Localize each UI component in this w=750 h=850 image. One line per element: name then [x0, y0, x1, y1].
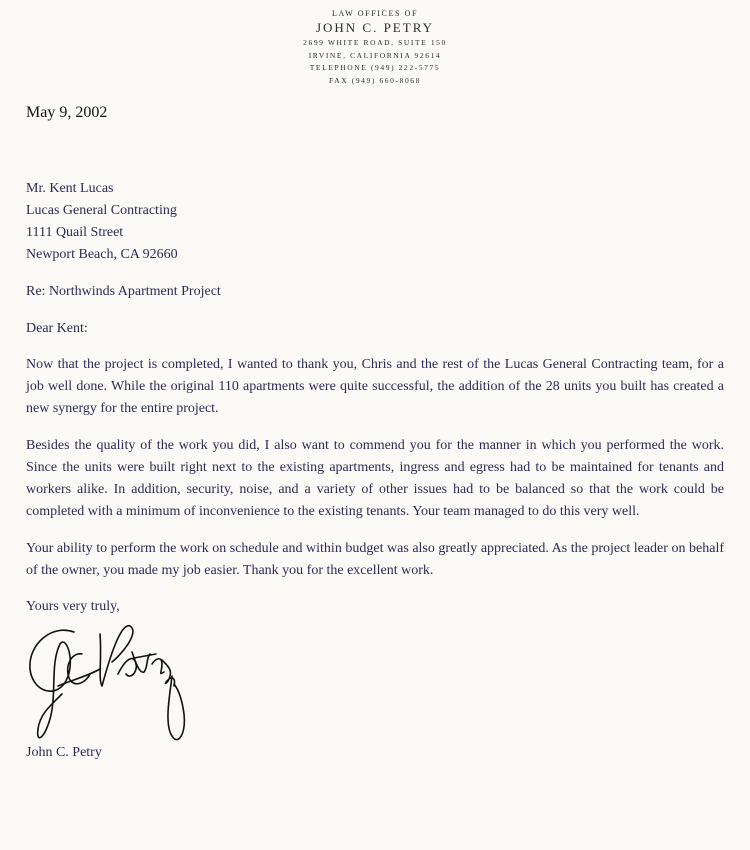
recipient-name: Mr. Kent Lucas: [26, 181, 114, 196]
letterhead-telephone: TELEPHONE (949) 222-5775: [309, 63, 441, 72]
letterhead-street: 2699 WHITE ROAD, SUITE 150: [303, 38, 447, 47]
letterhead-fax: FAX (949) 660-8068: [329, 75, 421, 85]
letterhead-office: LAW OFFICES OF: [331, 9, 419, 18]
closing: Yours very truly,: [26, 599, 120, 614]
recipient-city: Newport Beach, CA 92660: [26, 247, 178, 262]
recipient-company: Lucas General Contracting: [26, 203, 177, 218]
letter-date: May 9, 2002: [26, 104, 108, 121]
subject-line: Re: Northwinds Apartment Project: [26, 284, 221, 299]
recipient-address: [26, 178, 724, 266]
salutation: Dear Kent:: [26, 321, 88, 336]
letterhead-name: JOHN C. PETRY: [315, 20, 435, 35]
recipient-street: 1111 Quail Street: [26, 225, 124, 240]
letterhead: [0, 10, 750, 89]
handwritten-signature: [22, 614, 192, 749]
signer-name: John C. Petry: [26, 745, 102, 760]
letterhead-city: IRVINE, CALIFORNIA 92614: [308, 50, 442, 60]
body-paragraph-1: Now that the project is completed, I wanted to thank you, Chris and the rest of the Lucas General Contracting team, for a job well done. While the original 110 apartments were quite successful, the addition of the 28 units you built has created a new synergy for the entire project.: [26, 357, 724, 416]
body-paragraph-3: Your ability to perform the work on schedule and within budget was also greatly appreciated. As the project leader on behalf of the owner, you made my job easier. Thank you for the excellent work.: [26, 541, 724, 578]
body-paragraph-2: Besides the quality of the work you did, I also want to commend you for the manner in which you performed the work. Since the units were built right next to the existing apartments, ingress and egress had to be maintained for tenants and workers alike. In addition, security, noise, and a variety of other issues had to be balanced so that the work could be completed with a minimum of inconvenience to the existing tenants. Your team managed to do this very well.: [26, 438, 724, 519]
